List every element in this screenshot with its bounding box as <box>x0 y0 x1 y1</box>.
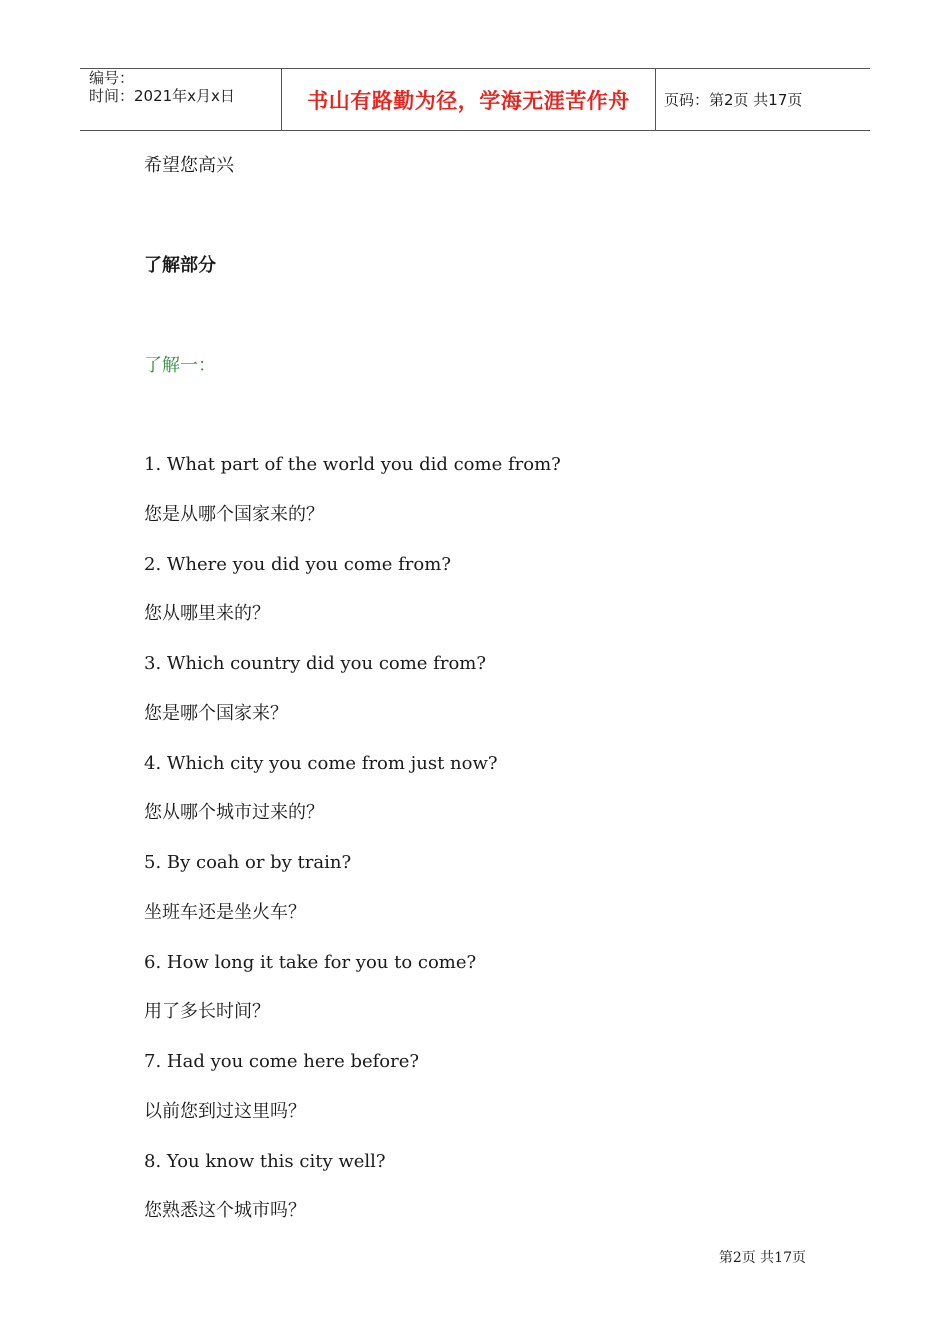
question-en: 5. By coah or by train? <box>144 852 352 873</box>
header-motto-cell <box>282 69 656 130</box>
question-zh: 坐班车还是坐火车？ <box>144 902 306 923</box>
question-zh: 您熟悉这个城市吗？ <box>144 1200 306 1221</box>
question-en: 1. What part of the world you did come from? <box>144 454 561 475</box>
header-motto: 书山有路勤为径，学海无涯苦作舟 <box>307 88 630 113</box>
question-zh: 您是从哪个国家来的？ <box>144 504 324 525</box>
question-en: 4. Which city you come from just now? <box>144 753 498 774</box>
question-en: 6. How long it take for you to come? <box>144 952 477 973</box>
header-meta-cell <box>80 69 282 130</box>
footer-page-number: 第2页 共17页 <box>718 1250 806 1266</box>
question-en: 2. Where you did you come from? <box>144 554 451 575</box>
doc-number-label: 编号： <box>89 69 135 87</box>
question-zh: 以前您到过这里吗？ <box>144 1101 306 1122</box>
document-header <box>80 68 870 131</box>
intro-text: 希望您高兴 <box>144 155 234 176</box>
subsection-title: 了解一： <box>144 355 216 376</box>
question-en: 8. You know this city well? <box>144 1151 386 1172</box>
question-en: 7. Had you come here before? <box>144 1051 420 1072</box>
question-en: 3. Which country did you come from? <box>144 653 486 674</box>
question-zh: 用了多长时间？ <box>144 1001 270 1022</box>
doc-time-label: 时间：2021年x月x日 <box>89 87 235 105</box>
header-page-info: 页码：第2页 共17页 <box>664 91 803 109</box>
question-zh: 您是哪个国家来？ <box>144 703 288 724</box>
question-zh: 您从哪里来的？ <box>144 603 270 624</box>
header-page-cell <box>656 69 870 130</box>
question-zh: 您从哪个城市过来的？ <box>144 802 324 823</box>
section-title: 了解部分 <box>144 255 216 276</box>
